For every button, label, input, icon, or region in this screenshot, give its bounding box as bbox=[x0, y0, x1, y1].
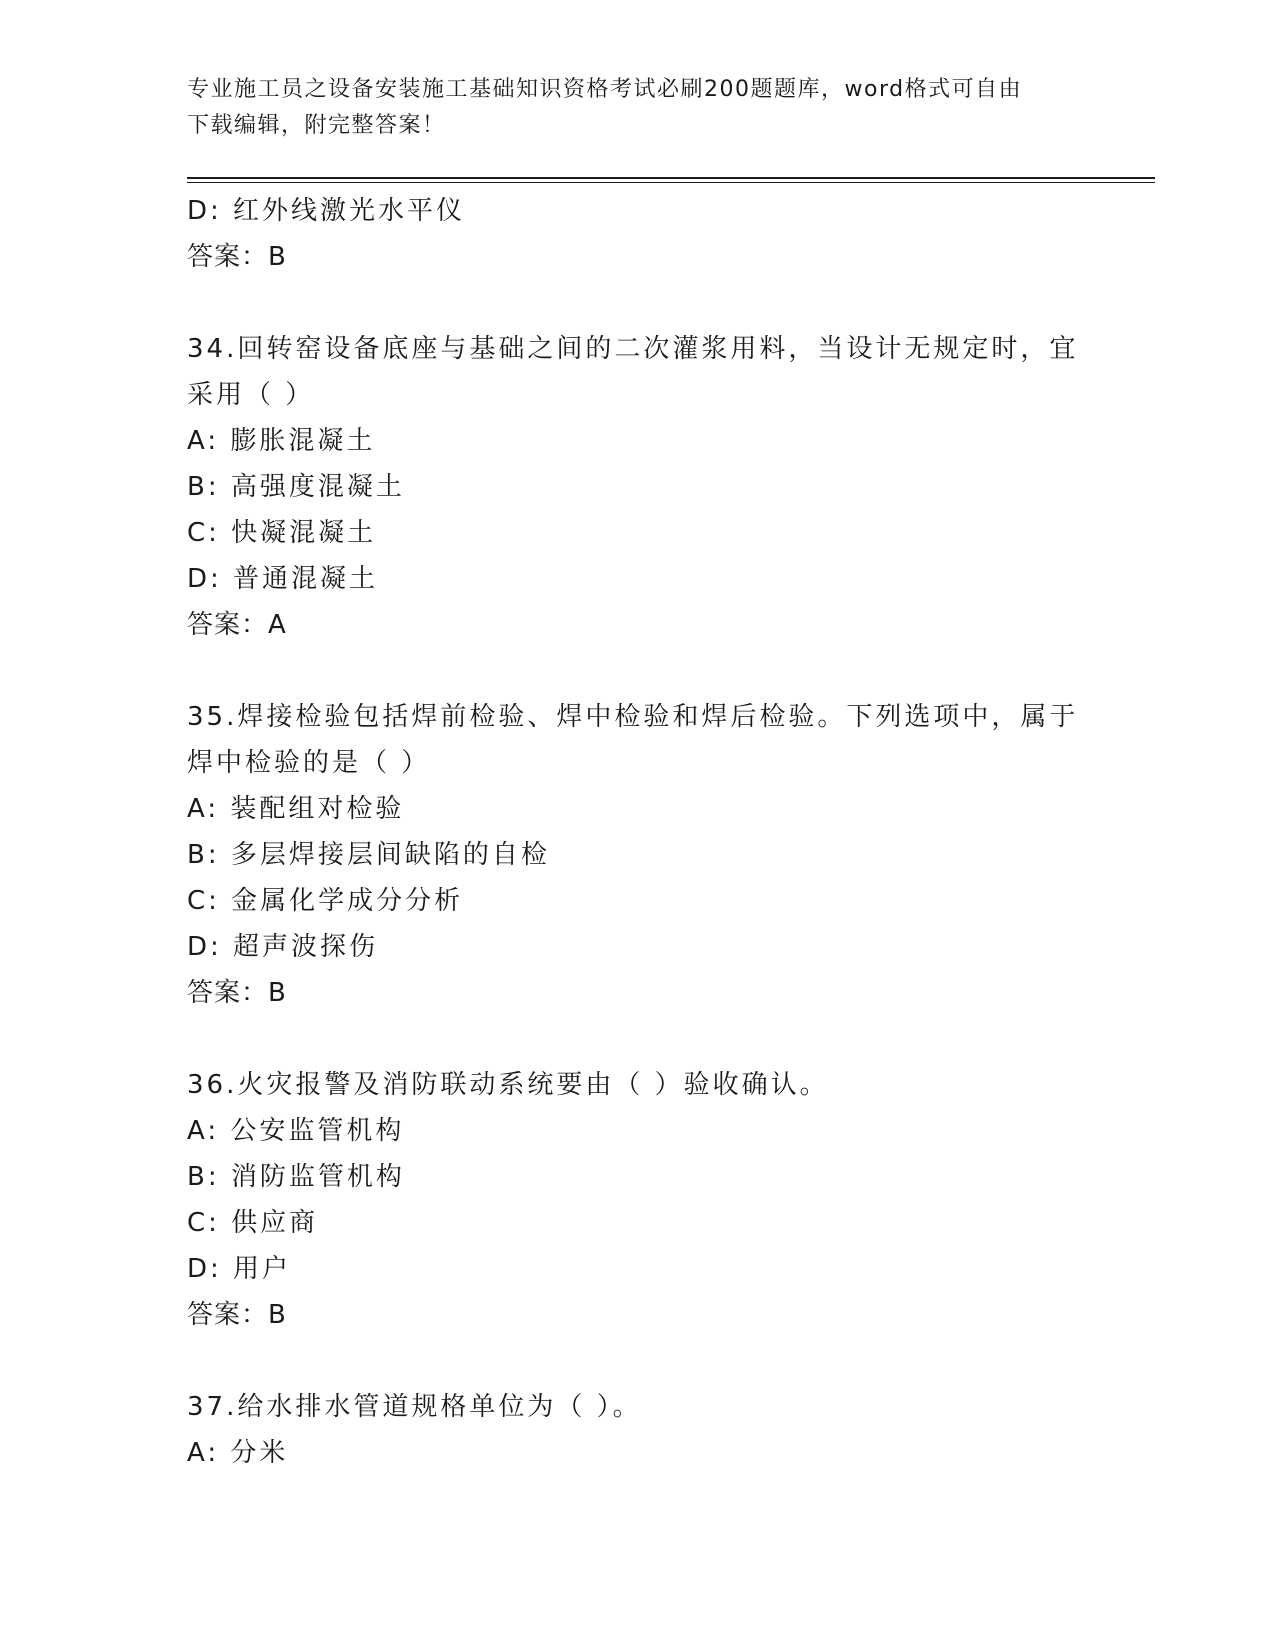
option-c: C: 供应商 bbox=[187, 1208, 319, 1238]
question-stem: 35.焊接检验包括焊前检验、焊中检验和焊后检验。下列选项中，属于 bbox=[187, 702, 1079, 732]
question-list bbox=[187, 188, 1087, 1476]
spacer bbox=[187, 1016, 1087, 1062]
question-36 bbox=[187, 1062, 1087, 1338]
option-c: C: 金属化学成分分析 bbox=[187, 886, 464, 916]
option-d: D: 超声波探伤 bbox=[187, 932, 379, 962]
option-a: A: 公安监管机构 bbox=[187, 1116, 405, 1146]
answer-line: 答案：B bbox=[187, 1300, 287, 1330]
question-stem: 36.火灾报警及消防联动系统要由（ ）验收确认。 bbox=[187, 1070, 829, 1100]
previous-question-tail bbox=[187, 188, 1087, 280]
header-line-2: 下载编辑，附完整答案！ bbox=[187, 113, 446, 138]
question-stem-continued: 焊中检验的是（ ） bbox=[187, 748, 431, 778]
question-stem: 34.回转窑设备底座与基础之间的二次灌浆用料，当设计无规定时，宜 bbox=[187, 334, 1079, 364]
option-a: A: 装配组对检验 bbox=[187, 794, 405, 824]
option-a: A: 膨胀混凝土 bbox=[187, 426, 376, 456]
header-rule-thick bbox=[187, 177, 1155, 179]
option-d: D: 红外线激光水平仪 bbox=[187, 196, 466, 226]
spacer bbox=[187, 280, 1087, 326]
question-stem: 37.给水排水管道规格单位为（ ）。 bbox=[187, 1392, 642, 1422]
option-d: D: 用户 bbox=[187, 1254, 292, 1284]
option-b: B: 高强度混凝土 bbox=[187, 472, 405, 502]
spacer bbox=[187, 1338, 1087, 1384]
option-b: B: 多层焊接层间缺陷的自检 bbox=[187, 840, 550, 870]
question-35 bbox=[187, 694, 1087, 1016]
answer-line: 答案：B bbox=[187, 242, 287, 272]
answer-line: 答案：B bbox=[187, 978, 287, 1008]
question-37 bbox=[187, 1384, 1087, 1476]
spacer bbox=[187, 648, 1087, 694]
document-header bbox=[187, 72, 1077, 144]
option-b: B: 消防监管机构 bbox=[187, 1162, 405, 1192]
option-a: A: 分米 bbox=[187, 1438, 289, 1468]
option-d: D: 普通混凝土 bbox=[187, 564, 379, 594]
answer-line: 答案：A bbox=[187, 610, 287, 640]
option-c: C: 快凝混凝土 bbox=[187, 518, 377, 548]
question-stem-continued: 采用（ ） bbox=[187, 380, 315, 410]
question-34 bbox=[187, 326, 1087, 648]
header-line-1: 专业施工员之设备安装施工基础知识资格考试必刷200题题库，word格式可自由 bbox=[187, 77, 1023, 102]
header-rule-thin bbox=[187, 182, 1155, 183]
